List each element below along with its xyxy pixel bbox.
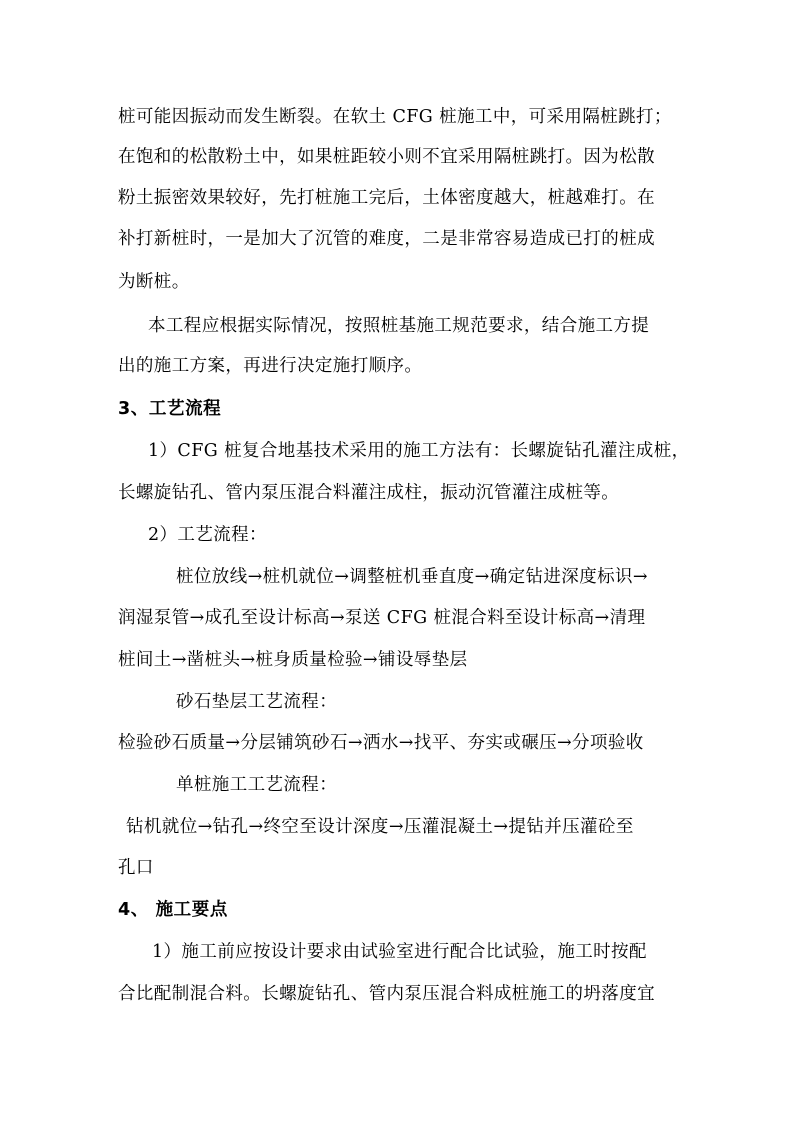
paragraph-line: 桩位放线→桩机就位→调整桩机垂直度→确定钻进深度标识→ [176,567,648,587]
paragraph-line: 长螺旋钻孔、管内泵压混合料灌注成柱，振动沉管灌注成桩等。 [118,483,620,503]
paragraph-line: 2）工艺流程： [148,525,267,545]
paragraph-line: 补打新桩时，一是加大了沉管的难度，二是非常容易造成已打的桩成 [118,229,655,249]
paragraph-line: 单桩施工工艺流程： [176,775,338,795]
paragraph-line: 为断桩。 [118,272,190,292]
paragraph-line: 本工程应根据实际情况，按照桩基施工规范要求，结合施工方提 [148,316,650,336]
paragraph-line: 砂石垫层工艺流程： [176,692,338,712]
paragraph-line: 出的施工方案，再进行决定施打顺序。 [118,356,423,376]
section-heading-4: 4、 施工要点 [118,900,228,920]
paragraph-line: 润湿泵管→成孔至设计标高→泵送 CFG 桩混合料至设计标高→清理 [118,608,646,628]
paragraph-line: 检验砂石质量→分层铺筑砂石→洒水→找平、夯实或碾压→分项验收 [118,733,644,753]
paragraph-line: 粉土振密效果较好，先打桩施工完后，土体密度越大，桩越难打。在 [118,188,655,208]
paragraph-line: 在饱和的松散粉土中，如果桩距较小则不宜采用隔桩跳打。因为松散 [118,147,655,167]
paragraph-line: 桩间土→凿桩头→桩身质量检验→铺设辱垫层 [118,650,468,670]
paragraph-line: 1）CFG 桩复合地基技术采用的施工方法有：长螺旋钻孔灌注成桩， [148,441,690,461]
paragraph-line: 合比配制混合料。长螺旋钻孔、管内泵压混合料成桩施工的坍落度宜 [118,984,655,1004]
paragraph-line: 孔口 [118,858,154,878]
paragraph-line: 1）施工前应按设计要求由试验室进行配合比试验，施工时按配 [152,942,647,962]
paragraph-line: 钻机就位→钻孔→终空至设计深度→压灌混凝土→提钻并压灌砼至 [126,817,634,837]
paragraph-line: 桩可能因振动而发生断裂。在软土 CFG 桩施工中，可采用隔桩跳打； [118,107,672,127]
section-heading-3: 3、工艺流程 [118,399,222,419]
